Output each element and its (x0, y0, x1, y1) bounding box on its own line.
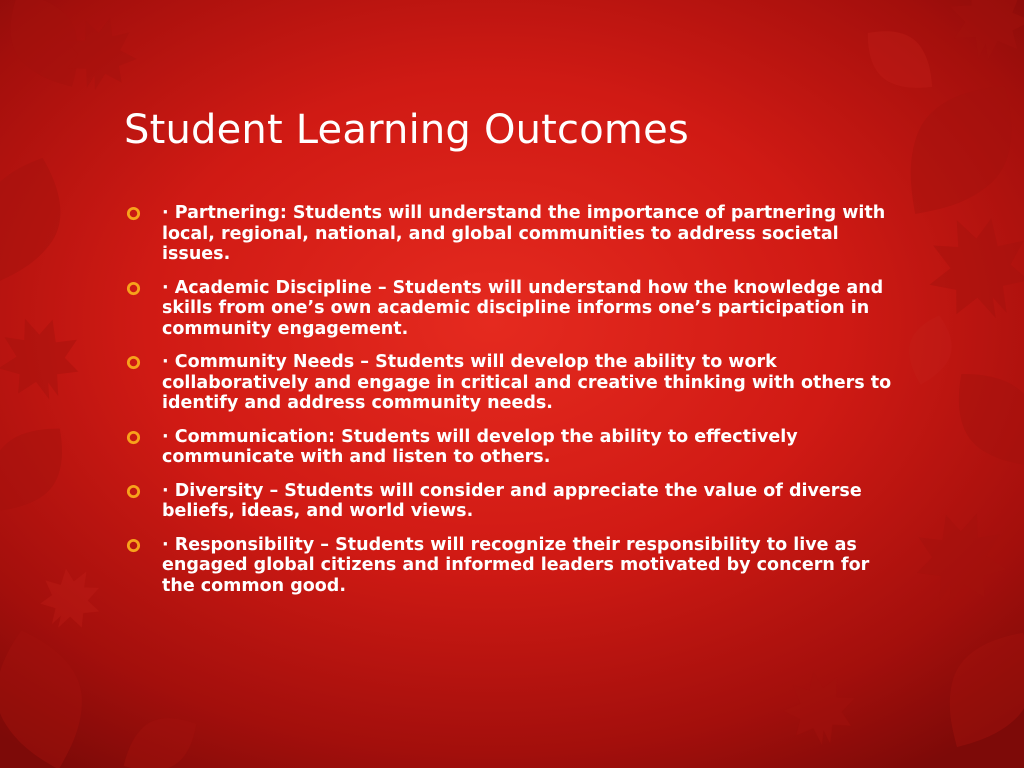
ring-bullet-icon (126, 355, 141, 370)
ring-bullet-icon (126, 538, 141, 553)
list-item (122, 203, 902, 265)
bullet-text: · Academic Discipline – Students will understand how the knowledge and skills from one’s own academic discipline informs one’s participation in community engagement. (162, 277, 884, 339)
list-item (122, 427, 902, 468)
bullet-list (122, 203, 902, 609)
ring-bullet-icon (126, 430, 141, 445)
bullet-text: · Partnering: Students will understand the importance of partnering with local, regional, national, and global communities to address societal issues. (162, 203, 886, 264)
ring-bullet-icon (126, 484, 141, 499)
bullet-text: · Responsibility – Students will recognize their responsibility to live as engaged global citizens and informed leaders motivated by concern for the common good. (162, 534, 870, 596)
list-item (122, 535, 902, 597)
list-item (122, 278, 902, 340)
ring-bullet-icon (126, 206, 141, 221)
list-item (122, 352, 902, 414)
bullet-text: · Communication: Students will develop the ability to effectively communicate with and listen to others. (162, 426, 798, 467)
slide-title: Student Learning Outcomes (124, 107, 689, 153)
ring-bullet-icon (126, 281, 141, 296)
bullet-text: · Community Needs – Students will develop the ability to work collaboratively and engage in critical and creative thinking with others to identify and address community needs. (162, 352, 892, 413)
bullet-text: · Diversity – Students will consider and appreciate the value of diverse beliefs, ideas, and world views. (162, 480, 862, 521)
list-item (122, 481, 902, 522)
